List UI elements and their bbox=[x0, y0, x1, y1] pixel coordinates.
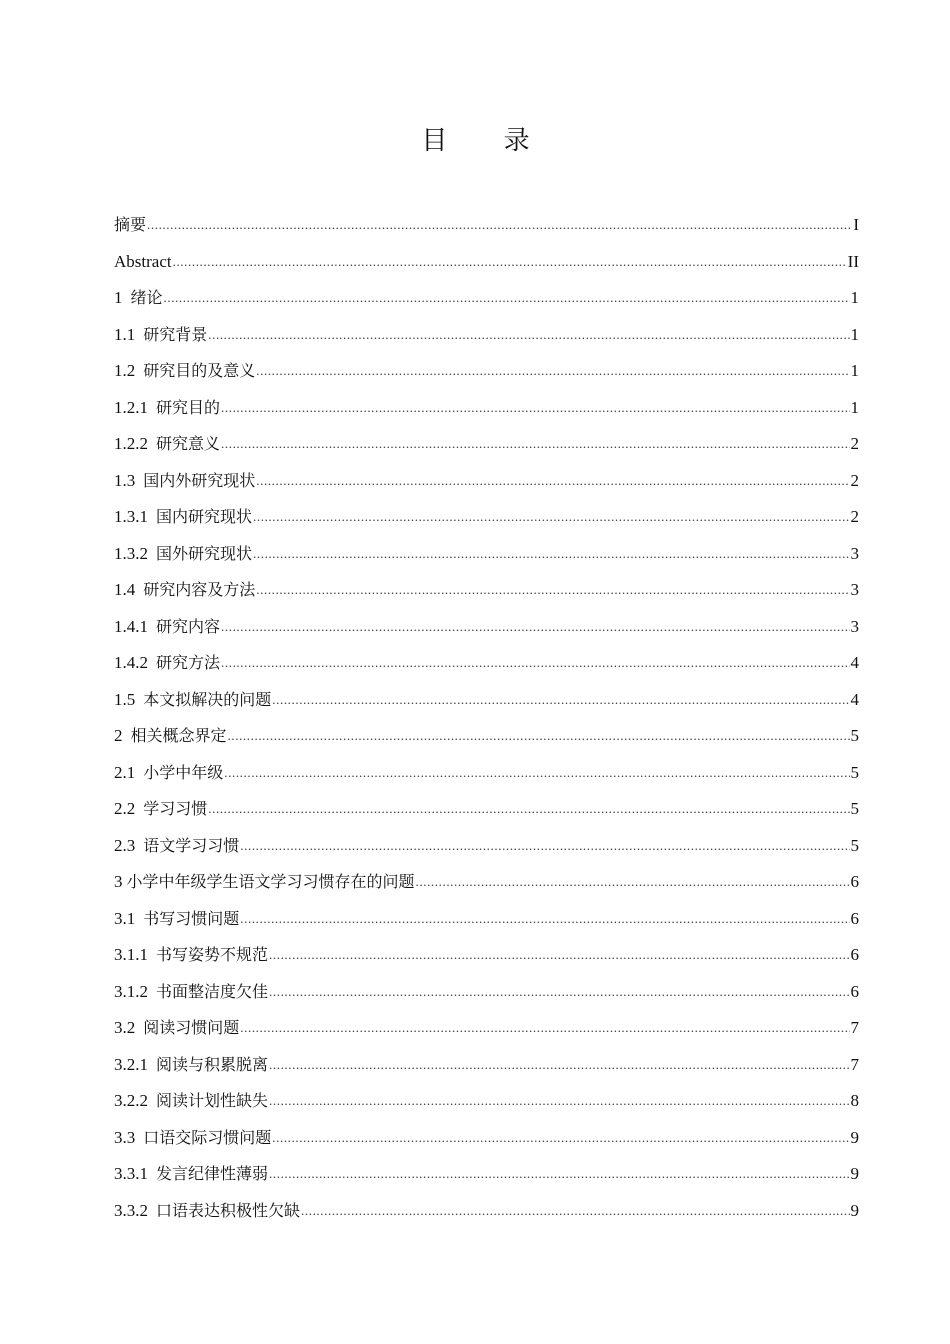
toc-section-number: 1.2 bbox=[114, 361, 136, 380]
toc-section-number: 1.2.1 bbox=[114, 397, 148, 417]
toc-entry[interactable] bbox=[114, 682, 859, 719]
toc-section-title: 研究目的及意义 bbox=[143, 361, 256, 380]
toc-section-title: 国内研究现状 bbox=[156, 507, 253, 526]
dot-leader bbox=[221, 645, 849, 682]
toc-section-number: 3.3.1 bbox=[114, 1164, 148, 1183]
toc-page-number: 6 bbox=[850, 872, 859, 891]
toc-entry-label bbox=[114, 353, 255, 390]
toc-entry[interactable] bbox=[114, 317, 859, 354]
toc-entry-label bbox=[114, 901, 239, 938]
toc-entry[interactable] bbox=[114, 1156, 859, 1193]
dot-leader bbox=[301, 1193, 849, 1230]
dot-leader bbox=[253, 499, 849, 536]
toc-section-title: 研究意义 bbox=[156, 434, 221, 453]
toc-entry-label bbox=[114, 1083, 268, 1120]
toc-entry[interactable] bbox=[114, 426, 859, 463]
toc-entry-label bbox=[114, 791, 207, 828]
toc-page-number: 3 bbox=[850, 580, 859, 599]
toc-page-number: 4 bbox=[850, 653, 859, 672]
toc-entry-label bbox=[114, 609, 220, 646]
toc-page-number: I bbox=[853, 215, 859, 234]
toc-section-title: 小学中年级学生语文学习习惯存在的问题 bbox=[126, 872, 415, 891]
toc-entry-label bbox=[114, 1156, 268, 1193]
toc-entry[interactable] bbox=[114, 791, 859, 828]
toc-entry-label bbox=[114, 463, 255, 500]
toc-entry-label bbox=[114, 974, 268, 1011]
dot-leader bbox=[224, 755, 849, 792]
toc-entry[interactable] bbox=[114, 463, 859, 500]
toc-entry[interactable] bbox=[114, 536, 859, 573]
toc-entry[interactable] bbox=[114, 645, 859, 682]
dot-leader bbox=[208, 317, 849, 354]
toc-section-title: 语文学习习惯 bbox=[143, 835, 240, 855]
dot-leader bbox=[164, 280, 850, 317]
toc-entry-label bbox=[114, 572, 255, 609]
toc-page-number: 9 bbox=[850, 1164, 859, 1183]
toc-page-number: 9 bbox=[850, 1127, 859, 1147]
dot-leader bbox=[240, 901, 849, 938]
toc-entry[interactable] bbox=[114, 828, 859, 865]
toc-page-number: 6 bbox=[850, 981, 859, 1001]
toc-section-title: 研究内容 bbox=[156, 616, 221, 636]
toc-entry[interactable] bbox=[114, 499, 859, 536]
table-of-contents bbox=[114, 207, 859, 1229]
toc-page-number: 1 bbox=[850, 324, 859, 344]
toc-entry[interactable] bbox=[114, 974, 859, 1011]
dot-leader bbox=[240, 828, 849, 865]
toc-page-number: 3 bbox=[850, 543, 859, 563]
toc-entry[interactable] bbox=[114, 1083, 859, 1120]
toc-entry[interactable] bbox=[114, 609, 859, 646]
toc-entry[interactable] bbox=[114, 207, 859, 244]
dot-leader bbox=[221, 609, 849, 646]
toc-entry[interactable] bbox=[114, 280, 859, 317]
toc-entry[interactable] bbox=[114, 390, 859, 427]
toc-section-number: 3.3 bbox=[114, 1127, 136, 1147]
toc-section-number: 1.3.2 bbox=[114, 543, 148, 563]
toc-page-number: II bbox=[847, 251, 859, 271]
toc-section-number: 3 bbox=[114, 872, 123, 891]
toc-section-title: 阅读与积累脱离 bbox=[156, 1054, 269, 1074]
toc-section-number: 2 bbox=[114, 726, 123, 745]
toc-entry-label bbox=[114, 828, 239, 865]
toc-section-title: 书写姿势不规范 bbox=[156, 945, 269, 964]
toc-section-title: 发言纪律性薄弱 bbox=[156, 1164, 269, 1183]
toc-entry-label bbox=[114, 536, 252, 573]
toc-entry-label bbox=[114, 390, 220, 427]
toc-entry[interactable] bbox=[114, 1010, 859, 1047]
toc-entry-label bbox=[114, 1120, 271, 1157]
toc-entry-label bbox=[114, 937, 268, 974]
dot-leader bbox=[269, 1083, 849, 1120]
toc-page-number: 7 bbox=[850, 1054, 859, 1074]
dot-leader bbox=[269, 1156, 849, 1193]
toc-page-number: 4 bbox=[850, 689, 859, 709]
dot-leader bbox=[253, 536, 849, 573]
toc-entry-label bbox=[114, 244, 172, 281]
dot-leader bbox=[269, 937, 849, 974]
toc-section-number: 1.4 bbox=[114, 580, 136, 599]
toc-entry-label bbox=[114, 682, 271, 719]
toc-page-number: 2 bbox=[850, 470, 859, 490]
toc-section-title: 研究内容及方法 bbox=[143, 580, 256, 599]
dot-leader bbox=[416, 864, 850, 901]
toc-entry[interactable] bbox=[114, 1047, 859, 1084]
toc-entry-label bbox=[114, 499, 252, 536]
toc-page-number: 7 bbox=[850, 1018, 859, 1037]
dot-leader bbox=[221, 426, 849, 463]
toc-section-title: 书写习惯问题 bbox=[143, 908, 240, 928]
dot-leader bbox=[269, 974, 849, 1011]
toc-page-number: 8 bbox=[850, 1091, 859, 1110]
dot-leader bbox=[256, 353, 849, 390]
toc-section-title: 阅读计划性缺失 bbox=[156, 1091, 269, 1110]
dot-leader bbox=[269, 1047, 849, 1084]
toc-section-number: 3.1 bbox=[114, 908, 136, 928]
toc-section-title: 国外研究现状 bbox=[156, 543, 253, 563]
page-title: 目 录 bbox=[421, 126, 554, 156]
toc-section-title: 绪论 bbox=[130, 288, 163, 307]
toc-page-number: 1 bbox=[850, 361, 859, 380]
toc-page-number: 3 bbox=[850, 616, 859, 636]
toc-entry[interactable] bbox=[114, 901, 859, 938]
toc-entry[interactable] bbox=[114, 244, 859, 281]
toc-section-title: 口语表达积极性欠缺 bbox=[156, 1200, 301, 1220]
toc-entry-label bbox=[114, 1047, 268, 1084]
toc-section-number: 1.1 bbox=[114, 324, 136, 344]
toc-section-number: 3.3.2 bbox=[114, 1200, 148, 1220]
toc-page-number: 5 bbox=[850, 799, 859, 818]
toc-entry-label bbox=[114, 755, 223, 792]
toc-section-number: 1.3.1 bbox=[114, 507, 148, 526]
toc-entry[interactable] bbox=[114, 864, 859, 901]
toc-section-number: 1.2.2 bbox=[114, 434, 148, 453]
toc-section-number: 3.2.2 bbox=[114, 1091, 148, 1110]
toc-entry-label bbox=[114, 1010, 239, 1047]
toc-section-number: 1.5 bbox=[114, 689, 136, 709]
toc-section-number: 3.1.1 bbox=[114, 945, 148, 964]
toc-section-title: 国内外研究现状 bbox=[143, 470, 256, 490]
toc-page-number: 1 bbox=[850, 288, 859, 307]
toc-section-title: 学习习惯 bbox=[143, 799, 208, 818]
toc-entry[interactable] bbox=[114, 1120, 859, 1157]
dot-leader bbox=[272, 1120, 849, 1157]
dot-leader bbox=[272, 682, 849, 719]
toc-page-number: 5 bbox=[850, 835, 859, 855]
toc-entry[interactable] bbox=[114, 1193, 859, 1230]
dot-leader bbox=[208, 791, 849, 828]
toc-section-title: 书面整洁度欠佳 bbox=[156, 981, 269, 1001]
toc-section-title: 研究目的 bbox=[156, 397, 221, 417]
toc-section-number: 1.3 bbox=[114, 470, 136, 490]
toc-section-title: 阅读习惯问题 bbox=[143, 1018, 240, 1037]
toc-section-number: 3.2 bbox=[114, 1018, 136, 1037]
toc-section-title: 小学中年级 bbox=[143, 762, 224, 782]
toc-entry[interactable] bbox=[114, 937, 859, 974]
toc-page-number: 2 bbox=[850, 507, 859, 526]
toc-page-number: 1 bbox=[850, 397, 859, 417]
toc-entry-label bbox=[114, 426, 220, 463]
toc-section-number: 1.4.1 bbox=[114, 616, 148, 636]
toc-page-number: 9 bbox=[850, 1200, 859, 1220]
toc-section-title: 口语交际习惯问题 bbox=[143, 1127, 272, 1147]
toc-section-number: 2.2 bbox=[114, 799, 136, 818]
dot-leader bbox=[221, 390, 849, 427]
toc-page-number: 5 bbox=[850, 726, 859, 745]
toc-section-number: 2.1 bbox=[114, 762, 136, 782]
toc-entry[interactable] bbox=[114, 718, 859, 755]
toc-page-number: 6 bbox=[850, 945, 859, 964]
toc-entry[interactable] bbox=[114, 755, 859, 792]
toc-page-number: 6 bbox=[850, 908, 859, 928]
dot-leader bbox=[228, 718, 850, 755]
toc-entry-label bbox=[114, 864, 415, 901]
toc-page-number: 5 bbox=[850, 762, 859, 782]
toc-section-title: 研究方法 bbox=[156, 653, 221, 672]
toc-section-title: 摘要 bbox=[114, 215, 147, 234]
dot-leader bbox=[173, 244, 847, 281]
toc-entry-label bbox=[114, 1193, 300, 1230]
toc-entry-label bbox=[114, 280, 163, 317]
dot-leader bbox=[256, 572, 849, 609]
dot-leader bbox=[256, 463, 849, 500]
toc-entry-label bbox=[114, 207, 146, 244]
toc-section-title: 相关概念界定 bbox=[130, 726, 227, 745]
toc-section-number: 1.4.2 bbox=[114, 653, 148, 672]
toc-page-number: 2 bbox=[850, 434, 859, 453]
toc-entry-label bbox=[114, 317, 207, 354]
toc-entry-label bbox=[114, 718, 227, 755]
toc-section-number: 1 bbox=[114, 288, 123, 307]
toc-section-number: 3.2.1 bbox=[114, 1054, 148, 1074]
dot-leader bbox=[240, 1010, 849, 1047]
toc-section-title: 本文拟解决的问题 bbox=[143, 689, 272, 709]
toc-section-number: 2.3 bbox=[114, 835, 136, 855]
dot-leader bbox=[147, 207, 852, 244]
toc-entry-label bbox=[114, 645, 220, 682]
toc-entry[interactable] bbox=[114, 572, 859, 609]
toc-entry[interactable] bbox=[114, 353, 859, 390]
toc-section-title: 研究背景 bbox=[143, 324, 208, 344]
toc-section-title: Abstract bbox=[114, 251, 172, 271]
toc-section-number: 3.1.2 bbox=[114, 981, 148, 1001]
